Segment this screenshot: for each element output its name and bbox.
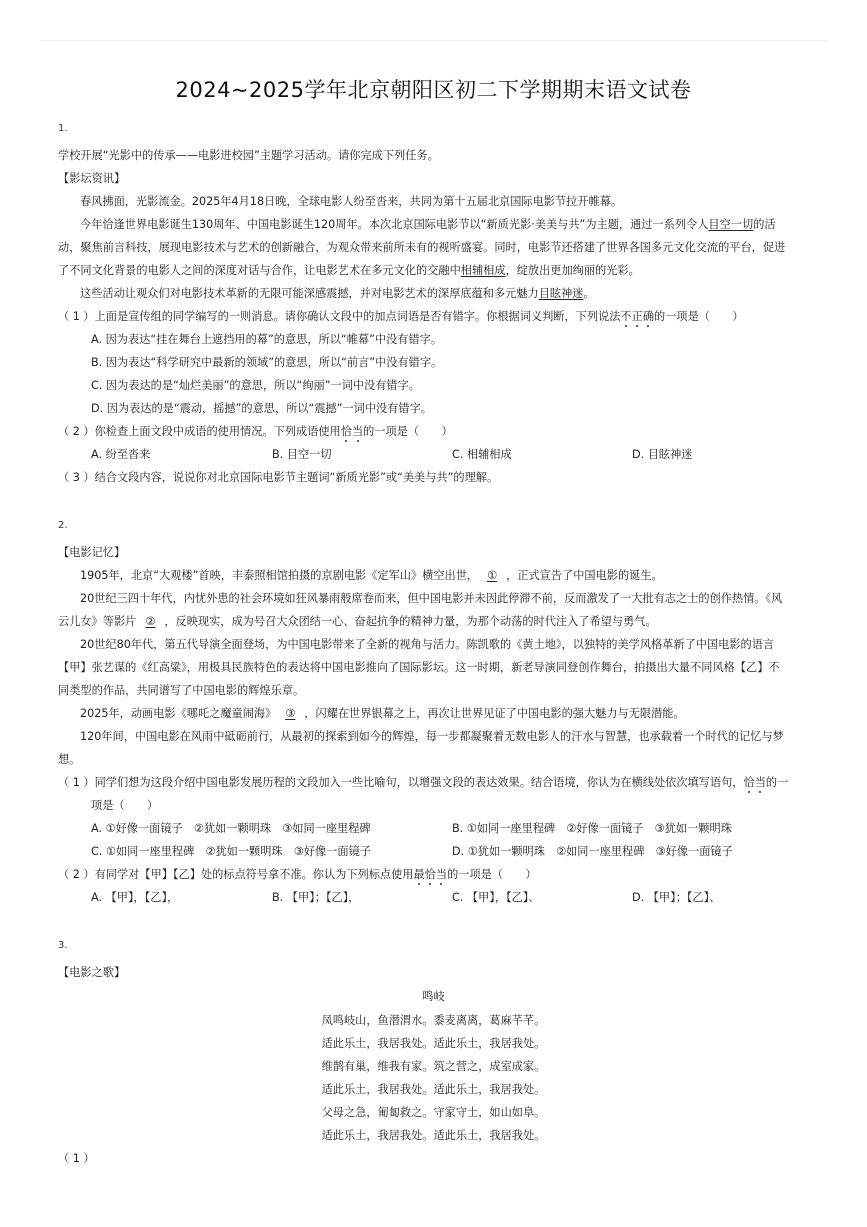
option-a: A. 因为表达“挂在舞台上遮挡用的幕”的意思，所以“帷幕”中没有错字。 <box>91 333 443 346</box>
q2-paragraph: 2025年，动画电影《哪吒之魔童闹海》 ③ ，闪耀在世界银幕之上，再次让世界见证了中国电影的强大魅力与无限潜能。 <box>80 707 685 720</box>
top-divider <box>40 40 827 41</box>
q1-paragraph: 动，聚焦前言科技，展现电影技术与艺术的创新融合，为观众带来前所未有的视听盛宴。同时，电影节还搭建了世界各国多元文化交流的平台，促进 <box>58 241 786 254</box>
emphasis-dotted <box>341 425 363 438</box>
option-b: B. 目空一切 <box>272 448 332 461</box>
q2-paragraph: 120年间，中国电影在风雨中砥砺前行，从最初的探索到如今的辉煌，每一步都凝聚着无数电影人的汗水与智慧，也承载着一个时代的记忆与梦 <box>80 730 784 743</box>
option-d: D. 目眩神迷 <box>632 448 693 461</box>
poem-line: 适此乐土，我居我处。适此乐土，我居我处。 <box>321 1129 546 1142</box>
option-b: B. 【甲】；【乙】， <box>272 891 360 904</box>
question-number-2: 2. <box>58 520 68 531</box>
dotted-character: 不 <box>620 310 632 323</box>
poem-line: 维鹊有巢，维我有家。筑之营之，成室成家。 <box>321 1060 546 1073</box>
q1-intro: 学校开展“光影中的传承——电影进校园”主题学习活动。请你完成下列任务。 <box>58 149 439 162</box>
dotted-character: 确 <box>642 310 655 323</box>
poem-line: 适此乐土，我居我处。适此乐土，我居我处。 <box>321 1083 546 1096</box>
q1-subquestion-1: （ 1 ）上面是宣传组的同学编写的一则消息。请你确认文段中的加点词语是否有错字。你根据词义判断，下列说法不正确的一项是（ ） <box>58 310 744 323</box>
q1-paragraph: 春风拂面，光影流金。2025年4月18日晚，全球电影人纷至沓来，共同为第十五届北京国际电影节拉开帷幕。 <box>80 195 623 208</box>
q1-section-label: 【影坛资讯】 <box>58 172 126 185</box>
q2-paragraph: 想。 <box>58 753 81 766</box>
option-a: A. 纷至沓来 <box>91 448 151 461</box>
underlined-idiom: 目眩神迷 <box>538 287 584 300</box>
dotted-character: 当 <box>351 425 364 438</box>
q2-paragraph: 20世纪80年代，第五代导演全面登场，为中国电影带来了全新的视角与活力。陈凯歌的《黄土地》，以独特的美学风格革新了中国电影的语言 <box>80 638 775 651</box>
dotted-character: 恰 <box>340 425 352 438</box>
option-a: A. 【甲】，【乙】， <box>91 891 179 904</box>
q2-subquestion-2: （ 2 ）有同学对【甲】【乙】处的标点符号拿不准。你认为下列标点使用最恰当的一项是（ ） <box>58 868 537 881</box>
dotted-character: 正 <box>631 310 643 323</box>
q3-section-label: 【电影之歌】 <box>58 966 126 979</box>
emphasis-dotted <box>743 776 765 789</box>
option-c: C. ①如同一座里程碑 ②犹如一颗明珠 ③好像一面镜子 <box>91 845 371 858</box>
option-c: C. 因为表达的是“灿烂美丽”的意思，所以“绚丽”一词中没有错字。 <box>91 379 420 392</box>
underlined-idiom: 相辅相成 <box>460 264 506 277</box>
poem-title: 鸣岐 <box>422 990 445 1003</box>
option-a: A. ①好像一面镜子 ②犹如一颗明珠 ③如同一座里程碑 <box>91 822 371 835</box>
option-d: D. 因为表达的是“震动，摇撼”的意思，所以“震撼”一词中没有错字。 <box>91 402 432 415</box>
fill-blank-2: ② <box>145 615 156 628</box>
q1-subquestion-3: （ 3 ）结合文段内容，说说你对北京国际电影节主题词“新质光影”或“美美与共”的理解。 <box>58 471 499 484</box>
option-d: D. 【甲】；【乙】、 <box>632 891 721 904</box>
dotted-character: 恰 <box>743 776 755 789</box>
q1-paragraph: 了不同文化背景的电影人之间的深度对话与合作，让电影艺术在多元文化的交融中相辅相成，绽放出更加绚丽的光彩。 <box>58 264 640 277</box>
dotted-character: 恰 <box>424 868 436 881</box>
poem-line: 凤鸣岐山，鱼潜渭水。黍麦离离，葛麻芊芊。 <box>321 1014 546 1027</box>
dotted-character: 当 <box>754 776 766 789</box>
dotted-character: 最 <box>413 868 425 881</box>
fill-blank-1: ① <box>487 569 498 582</box>
q3-subquestion-1: （ 1 ） <box>58 1152 95 1165</box>
poem-line: 父母之急，匍匐救之。守家守土，如山如阜。 <box>321 1106 546 1119</box>
dotted-character: 当 <box>435 868 448 881</box>
emphasis-dotted <box>620 310 654 323</box>
question-number-1: 1. <box>58 123 68 134</box>
q1-paragraph: 这些活动让观众们对电影技术革新的无限可能深感震撼，并对电影艺术的深厚底蕴和多元魅力目眩神迷。 <box>80 287 595 300</box>
option-c: C. 相辅相成 <box>452 448 512 461</box>
fill-blank-3: ③ <box>285 707 296 720</box>
option-b: B. ①如同一座里程碑 ②好像一面镜子 ③犹如一颗明珠 <box>452 822 732 835</box>
option-d: D. ①犹如一颗明珠 ②如同一座里程碑 ③好像一面镜子 <box>452 845 733 858</box>
option-c: C. 【甲】，【乙】、 <box>452 891 540 904</box>
underlined-idiom: 目空一切 <box>708 218 754 231</box>
q2-paragraph: 云儿女》等影片 ② ，反映现实，成为号召大众团结一心、奋起抗争的精神力量，为那个动荡的时代注入了希望与勇气。 <box>58 615 657 628</box>
q2-section-label: 【电影记忆】 <box>58 546 126 559</box>
q2-paragraph: 同类型的作品，共同谱写了中国电影的辉煌乐章。 <box>58 684 305 697</box>
poem-line: 适此乐土，我居我处。适此乐土，我居我处。 <box>321 1037 546 1050</box>
q2-paragraph: 20世纪三四十年代，内忧外患的社会环境如狂风暴雨般席卷而来，但中国电影并未因此停滞不前，反而激发了一大批有志之士的创作热情。《风 <box>80 592 783 605</box>
q2-paragraph: 【甲】张艺谋的《红高粱》，用极具民族特色的表达将中国电影推向了国际影坛。这一时期，新老导演同登创作舞台，拍摄出大量不同风格【乙】不 <box>58 661 780 674</box>
q1-subquestion-2: （ 2 ）你检查上面文段中成语的使用情况。下列成语使用恰当的一项是（ ） <box>58 425 453 438</box>
question-number-3: 3. <box>58 940 68 951</box>
q2-paragraph: 1905年，北京“大观楼”首映，丰泰照相馆拍摄的京剧电影《定军山》横空出世， ① ，正式宣告了中国电影的诞生。 <box>80 569 663 582</box>
page-title: 2024~2025学年北京朝阳区初二下学期期末语文试卷 <box>175 78 692 102</box>
emphasis-dotted <box>413 868 447 881</box>
option-b: B. 因为表达“科学研究中最新的领域”的意思，所以“前言”中没有错字。 <box>91 356 443 369</box>
q2-subquestion-1-cont: 项是（ ） <box>91 799 159 812</box>
q1-paragraph: 今年恰逢世界电影诞生130周年、中国电影诞生120周年。本次北京国际电影节以“新质光影·美美与共”为主题，通过一系列令人目空一切的活 <box>80 218 776 231</box>
q2-subquestion-1: （ 1 ）同学们想为这段介绍中国电影发展历程的文段加入一些比喻句，以增强文段的表达效果。结合语境，你认为在横线处依次填写语句，恰当的一 <box>58 776 789 789</box>
